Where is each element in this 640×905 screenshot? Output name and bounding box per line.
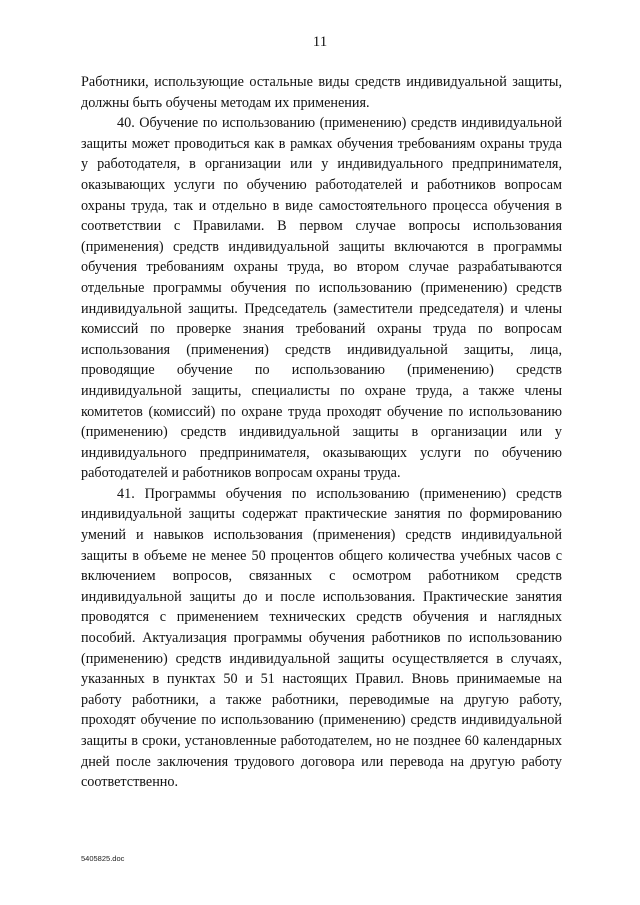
paragraph-ppe-workers: Работники, использующие остальные виды средств индивидуальной защиты, должны быть обучены методам их применения. xyxy=(81,74,562,111)
paragraph-41: 41. Программы обучения по использованию (применению) средств индивидуальной защиты содержат практические занятия по формированию умений и навыков использования (применения) средств индивидуальной защиты в объеме не менее 50 процентов общего количества учебных часов с включением вопросов, связанных с осмотром работником средств индивидуальной защиты до и после использования. Практические занятия проводятся с применением технических средств обучения и наглядных пособий. Актуализация программы обучения работников по использованию (применению) средств индивидуальной защиты осуществляется в случаях, указанных в пунктах 50 и 51 настоящих Правил. Вновь принимаемые на работу работники, а также работники, переводимые на другую работу, проходят обучение по использованию (применению) средств индивидуальной защиты в сроки, установленные работодателем, но не позднее 60 календарных дней после заключения трудового договора или перевода на другую работу соответственно. xyxy=(81,485,562,791)
paragraph-40: 40. Обучение по использованию (применению) средств индивидуальной защиты может проводиться как в рамках обучения требованиям охраны труда у работодателя, в организации или у индивидуального предпринимателя, оказывающих услуги по обучению работодателей и работников вопросам охраны труда, так и отдельно в виде самостоятельного процесса обучения в соответствии с Правилами. В первом случае вопросы использования (применения) средств индивидуальной защиты включаются в программы обучения требованиям охраны труда, во втором случае разрабатываются отдельные программы обучения по использованию (применению) средств индивидуальной защиты. Председатель (заместители председателя) и члены комиссий по проверке знания требований охраны труда по вопросам использования (применения) средств индивидуальной защиты, лица, проводящие обучение по использованию (применению) средств индивидуальной защиты, специалисты по охране труда, а также члены комитетов (комиссий) по охране труда проходят обучение по использованию (применению) средств индивидуальной защиты в организации или у индивидуального предпринимателя, оказывающих услуги по обучению работодателей и работников вопросам охраны труда. xyxy=(81,115,562,482)
footer-filename: 5405825.doc xyxy=(81,854,125,863)
document-body xyxy=(81,72,562,793)
page-number: 11 xyxy=(312,34,328,50)
